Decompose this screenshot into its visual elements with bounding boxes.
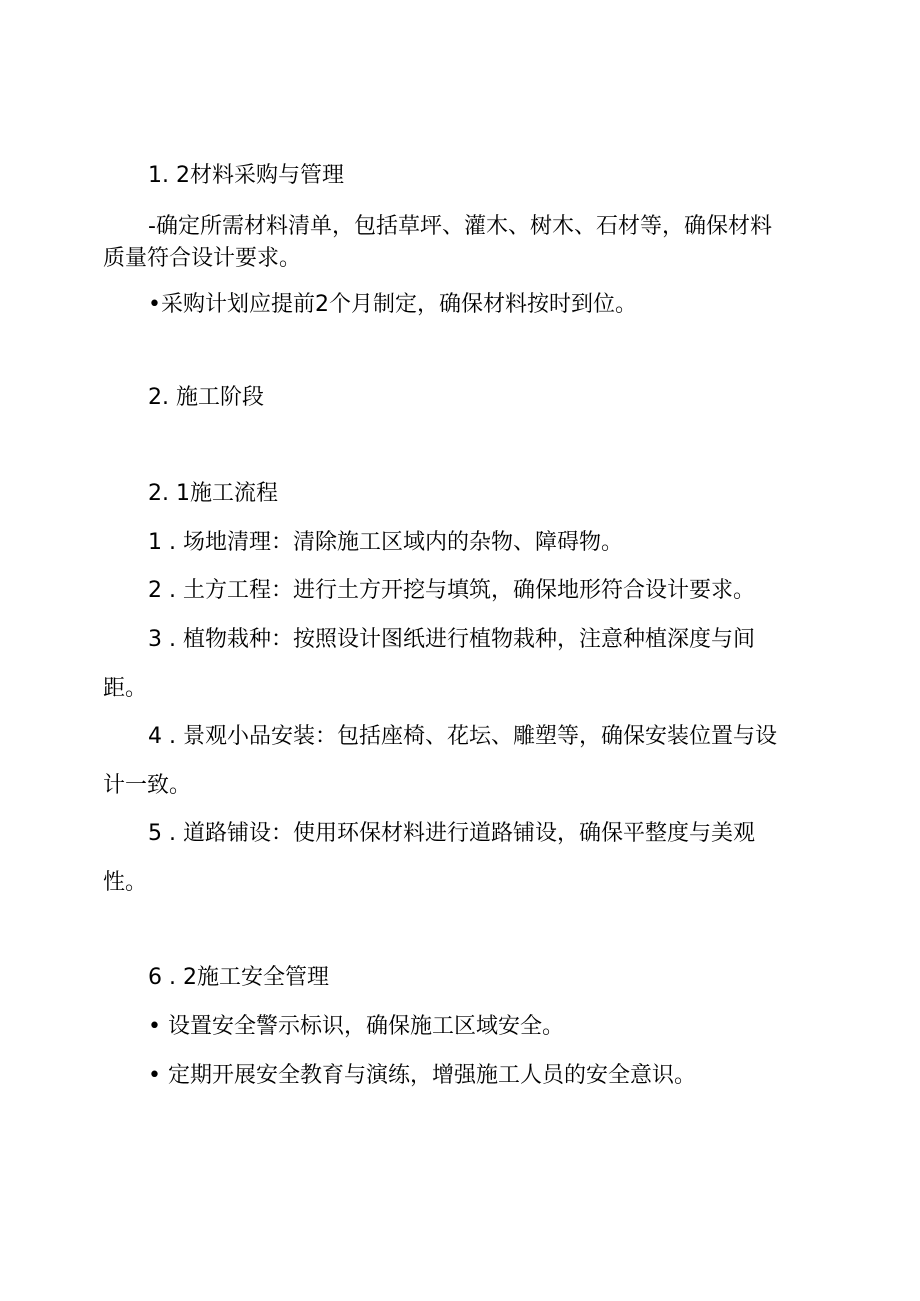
section-heading-2-1: 2. 1施工流程 — [148, 481, 278, 506]
list-item-continuation: 计一致。 — [103, 773, 192, 798]
paragraph-line: 质量符合设计要求。 — [103, 246, 302, 271]
section-heading-6-2: 6 . 2施工安全管理 — [148, 965, 329, 990]
bullet-item: •采购计划应提前2个月制定，确保材料按时到位。 — [148, 292, 637, 317]
list-item: 4 . 景观小品安装：包括座椅、花坛、雕塑等，确保安装位置与设 — [148, 724, 777, 749]
list-item-continuation: 性。 — [103, 870, 148, 895]
paragraph-line: -确定所需材料清单，包括草坪、灌木、树木、石材等，确保材料 — [148, 214, 772, 239]
section-heading-2: 2. 施工阶段 — [148, 385, 264, 410]
list-item: 1 . 场地清理：清除施工区域内的杂物、障碍物。 — [148, 530, 623, 555]
list-item-continuation: 距。 — [103, 676, 148, 701]
bullet-item: • 定期开展安全教育与演练，增强施工人员的安全意识。 — [148, 1063, 696, 1088]
list-item: 2 . 土方工程：进行土方开挖与填筑，确保地形符合设计要求。 — [148, 578, 755, 603]
list-item: 5 . 道路铺设：使用环保材料进行道路铺设，确保平整度与美观 — [148, 821, 755, 846]
list-item: 3 . 植物栽种：按照设计图纸进行植物栽种，注意种植深度与间 — [148, 627, 755, 652]
section-heading-1-2: 1. 2材料采购与管理 — [148, 163, 344, 188]
bullet-item: • 设置安全警示标识，确保施工区域安全。 — [148, 1014, 564, 1039]
